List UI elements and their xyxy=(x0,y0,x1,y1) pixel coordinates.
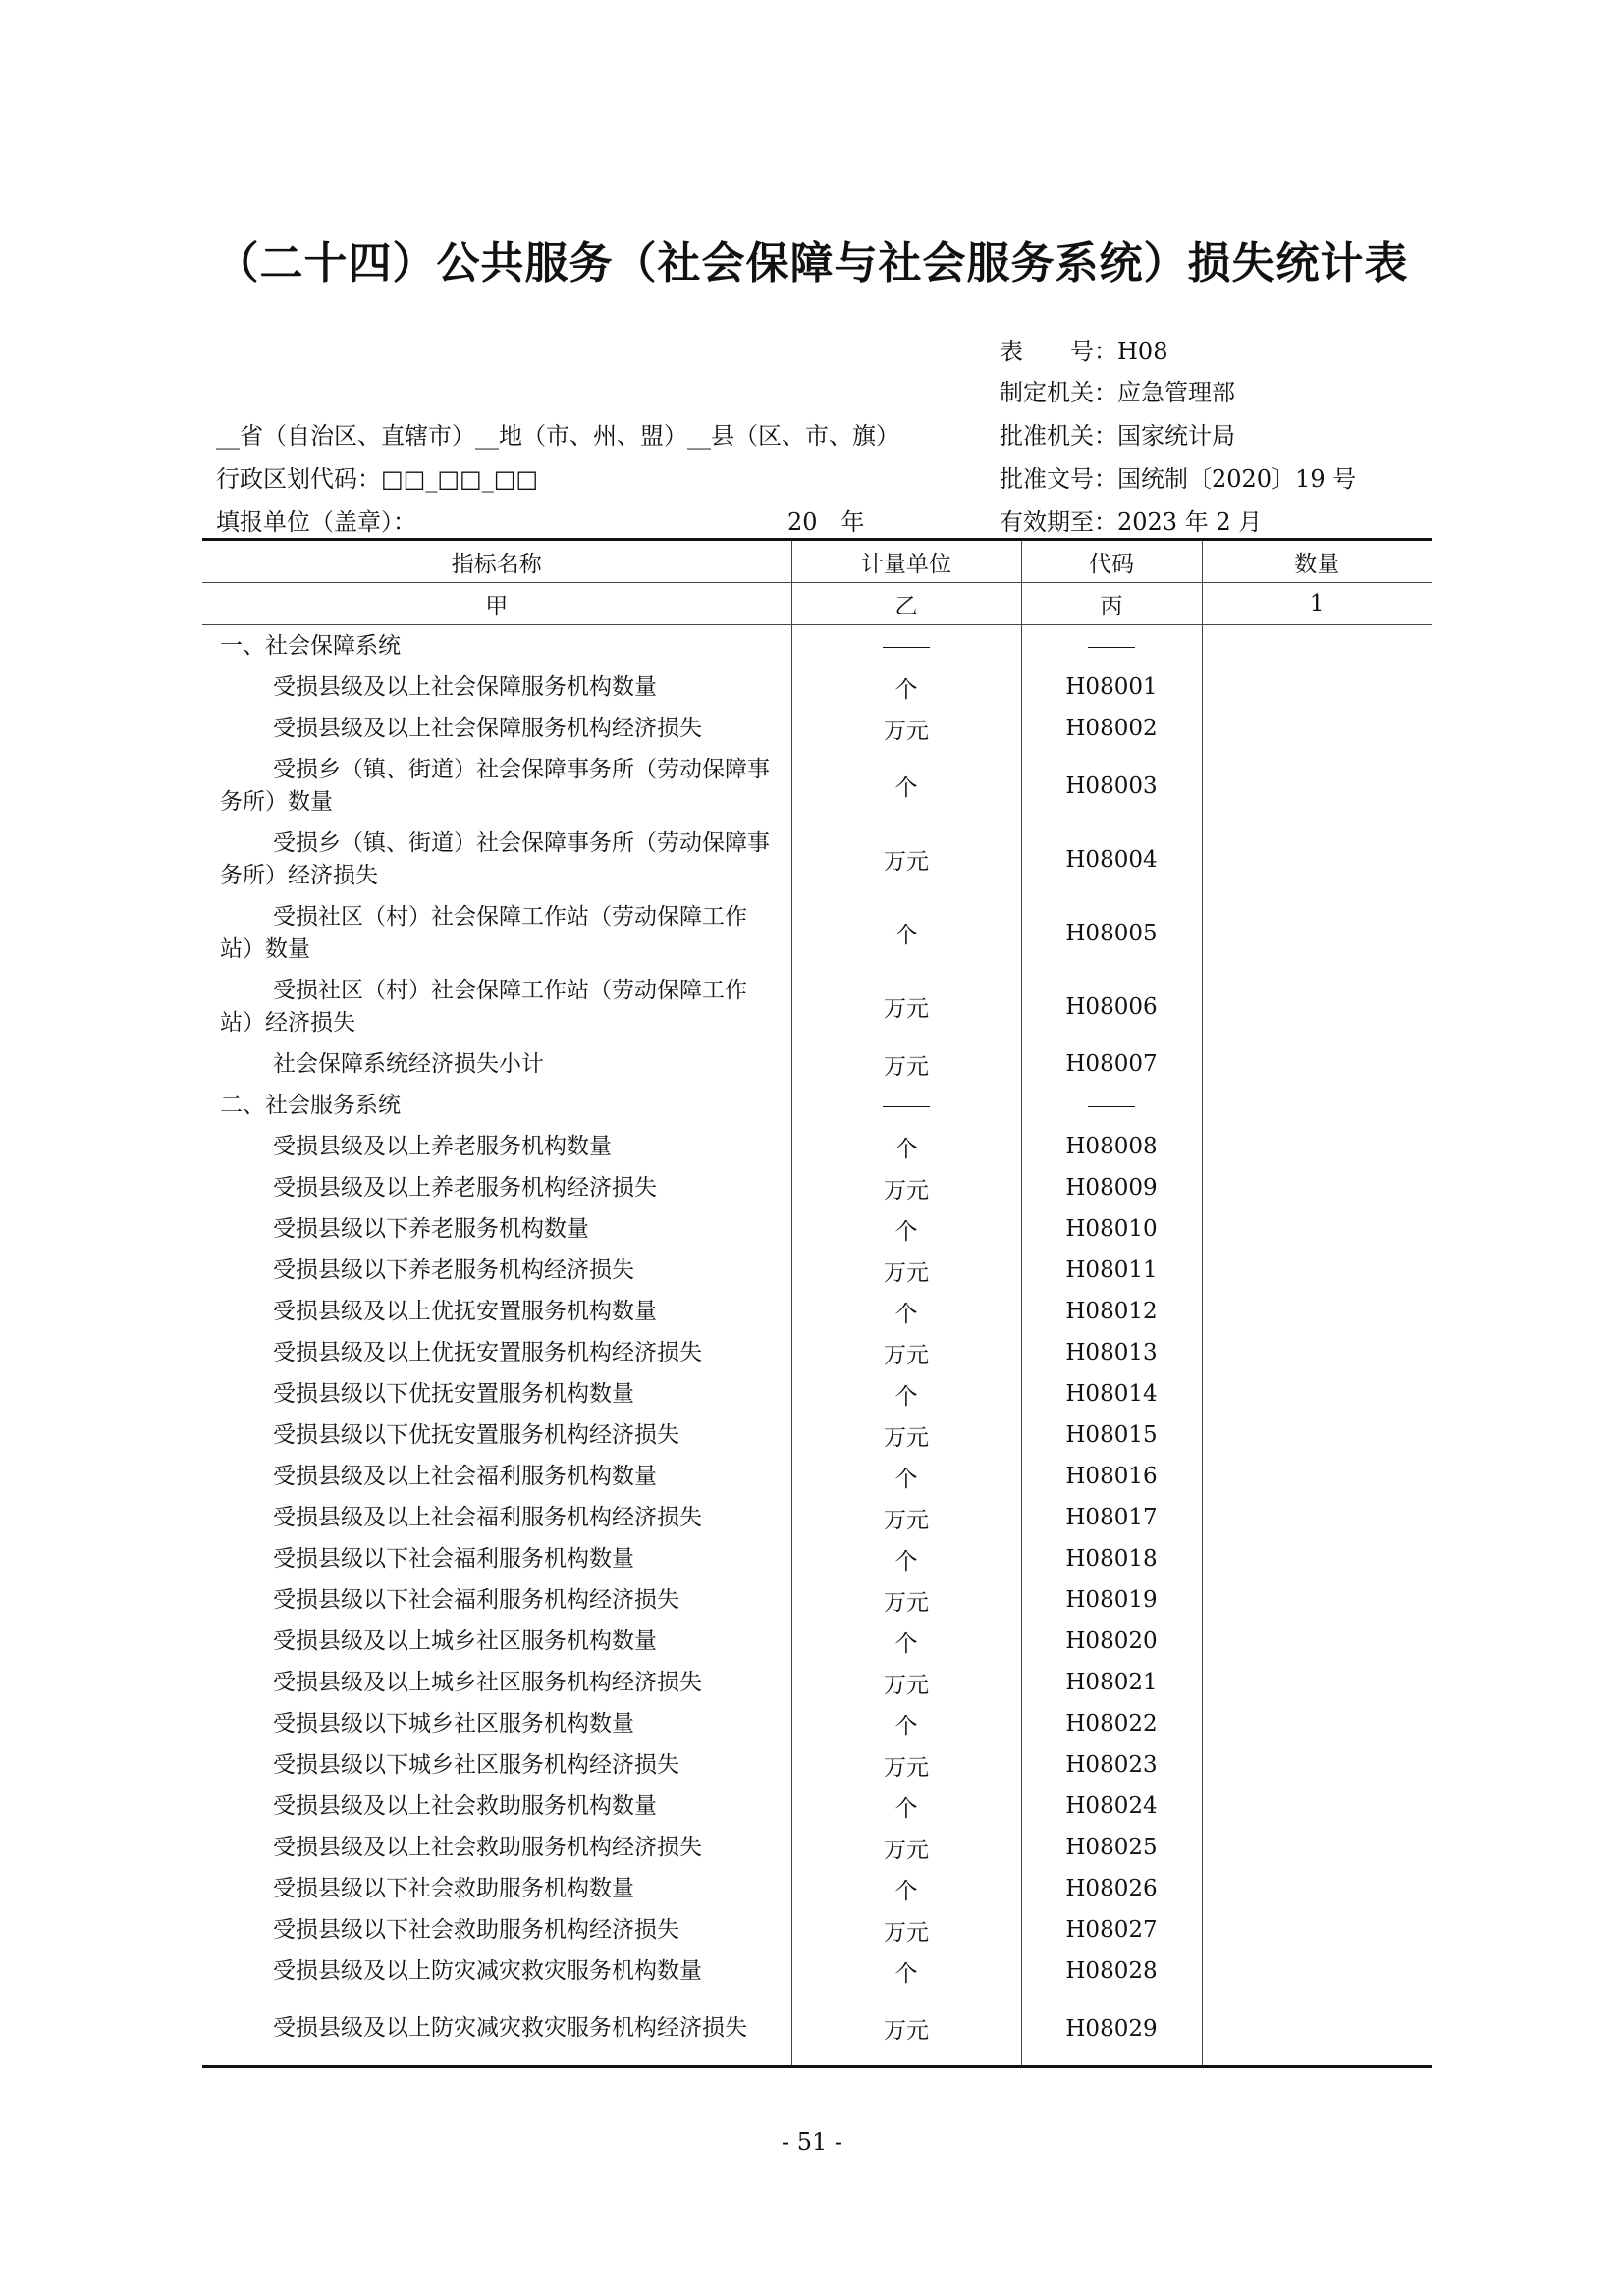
indicator-name: 受损县级以下城乡社区服务机构数量 xyxy=(202,1703,791,1744)
unit-cell: 个 xyxy=(791,1950,1021,1992)
table-number: H08 xyxy=(1117,338,1168,365)
code-cell: H08012 xyxy=(1021,1291,1202,1332)
code-cell: H08026 xyxy=(1021,1868,1202,1909)
quantity-cell[interactable] xyxy=(1202,1786,1432,1827)
unit-cell: 个 xyxy=(791,667,1021,708)
dash-line xyxy=(883,647,930,648)
table-row xyxy=(202,1538,1432,1579)
table-row xyxy=(202,1621,1432,1662)
indicator-name: 受损县级及以上社会福利服务机构经济损失 xyxy=(202,1497,791,1538)
indicator-name: 受损县级以下社会福利服务机构数量 xyxy=(202,1538,791,1579)
maker-key: 制定机关： xyxy=(1000,379,1117,406)
indicator-name: 受损县级以下城乡社区服务机构经济损失 xyxy=(202,1744,791,1786)
valid-until-key: 有效期至： xyxy=(1000,508,1117,536)
code-cell: H08025 xyxy=(1021,1827,1202,1868)
code-cell: H08018 xyxy=(1021,1538,1202,1579)
quantity-cell[interactable] xyxy=(1202,1621,1432,1662)
table-row xyxy=(202,1332,1432,1373)
quantity-cell[interactable] xyxy=(1202,1538,1432,1579)
table-row xyxy=(202,1827,1432,1868)
code-cell: H08029 xyxy=(1021,1992,1202,2067)
code-cell xyxy=(1021,1085,1202,1126)
approval-doc-line xyxy=(1000,459,1356,494)
quantity-cell[interactable] xyxy=(1202,1497,1432,1538)
code-cell: H08011 xyxy=(1021,1250,1202,1291)
code-cell: H08017 xyxy=(1021,1497,1202,1538)
table-number-key: 表 号： xyxy=(1000,338,1117,365)
subheader-yi: 乙 xyxy=(791,583,1021,625)
indicator-name: 受损县级以下优抚安置服务机构经济损失 xyxy=(202,1415,791,1456)
table-row xyxy=(202,1579,1432,1621)
code-cell: H08015 xyxy=(1021,1415,1202,1456)
valid-until-line xyxy=(1000,503,1262,537)
table-row xyxy=(202,1167,1432,1208)
unit-cell: 个 xyxy=(791,1538,1021,1579)
indicator-name: 受损社区（村）社会保障工作站（劳动保障工作站）数量 xyxy=(202,896,791,970)
page-number: - 51 - xyxy=(781,2128,842,2156)
table-row xyxy=(202,1662,1432,1703)
unit-cell: 万元 xyxy=(791,708,1021,749)
subheader-jia: 甲 xyxy=(202,583,791,625)
unit-cell: 万元 xyxy=(791,1909,1021,1950)
code-cell: H08023 xyxy=(1021,1744,1202,1786)
unit-cell: 万元 xyxy=(791,970,1021,1043)
subheader-1: 1 xyxy=(1202,583,1432,625)
unit-cell: 万元 xyxy=(791,1167,1021,1208)
unit-cell: 个 xyxy=(791,1456,1021,1497)
code-cell: H08010 xyxy=(1021,1208,1202,1250)
quantity-cell[interactable] xyxy=(1202,708,1432,749)
table-row xyxy=(202,1456,1432,1497)
maker: 应急管理部 xyxy=(1117,379,1235,406)
dash-line xyxy=(1088,1106,1135,1107)
indicator-name: 受损县级及以上城乡社区服务机构数量 xyxy=(202,1621,791,1662)
division-code: 行政区划代码：□□_□□_□□ xyxy=(216,465,539,493)
indicator-name: 受损县级以下养老服务机构经济损失 xyxy=(202,1250,791,1291)
table-row xyxy=(202,1291,1432,1332)
quantity-cell[interactable] xyxy=(1202,1909,1432,1950)
quantity-cell[interactable] xyxy=(1202,1167,1432,1208)
unit-cell: 个 xyxy=(791,1868,1021,1909)
statistics-table xyxy=(202,538,1432,2068)
unit-cell: 个 xyxy=(791,749,1021,823)
code-cell xyxy=(1021,625,1202,667)
indicator-name: 受损乡（镇、街道）社会保障事务所（劳动保障事务所）经济损失 xyxy=(202,823,791,896)
table-row xyxy=(202,1909,1432,1950)
quantity-cell[interactable] xyxy=(1202,1456,1432,1497)
unit-cell: 万元 xyxy=(791,1662,1021,1703)
quantity-cell[interactable] xyxy=(1202,749,1432,823)
table-row xyxy=(202,1208,1432,1250)
code-cell: H08006 xyxy=(1021,970,1202,1043)
header-code: 代码 xyxy=(1021,540,1202,583)
code-cell: H08005 xyxy=(1021,896,1202,970)
quantity-cell[interactable] xyxy=(1202,667,1432,708)
indicator-name: 受损县级以下社会救助服务机构经济损失 xyxy=(202,1909,791,1950)
code-cell: H08021 xyxy=(1021,1662,1202,1703)
unit-cell: 个 xyxy=(791,896,1021,970)
indicator-name: 受损县级及以上社会救助服务机构经济损失 xyxy=(202,1827,791,1868)
indicator-name: 受损县级及以上防灾减灾救灾服务机构数量 xyxy=(202,1950,791,1992)
quantity-cell[interactable] xyxy=(1202,1579,1432,1621)
table-row xyxy=(202,1373,1432,1415)
table-row xyxy=(202,667,1432,708)
table-row xyxy=(202,1744,1432,1786)
code-cell: H08013 xyxy=(1021,1332,1202,1373)
quantity-cell[interactable] xyxy=(1202,823,1432,896)
unit-cell: 万元 xyxy=(791,1827,1021,1868)
unit-cell: 万元 xyxy=(791,1744,1021,1786)
unit-cell: 万元 xyxy=(791,1497,1021,1538)
code-cell: H08004 xyxy=(1021,823,1202,896)
table-subheader-row xyxy=(202,583,1432,625)
unit-cell: 个 xyxy=(791,1786,1021,1827)
unit-cell: 个 xyxy=(791,1703,1021,1744)
table-row xyxy=(202,970,1432,1043)
quantity-cell[interactable] xyxy=(1202,1085,1432,1126)
unit-cell: 万元 xyxy=(791,1415,1021,1456)
quantity-cell[interactable] xyxy=(1202,1703,1432,1744)
indicator-name: 受损县级及以上社会保障服务机构数量 xyxy=(202,667,791,708)
indicator-name: 社会保障系统经济损失小计 xyxy=(202,1043,791,1085)
maker-line xyxy=(1000,373,1235,407)
quantity-cell[interactable] xyxy=(1202,1208,1432,1250)
table-row xyxy=(202,1992,1432,2067)
quantity-cell[interactable] xyxy=(1202,1827,1432,1868)
indicator-name: 一、社会保障系统 xyxy=(202,625,791,667)
quantity-cell[interactable] xyxy=(1202,1332,1432,1373)
code-cell: H08027 xyxy=(1021,1909,1202,1950)
unit-cell: 万元 xyxy=(791,1579,1021,1621)
quantity-cell[interactable] xyxy=(1202,1992,1432,2067)
approver-line xyxy=(1000,416,1235,451)
unit-cell: 个 xyxy=(791,1208,1021,1250)
indicator-name: 二、社会服务系统 xyxy=(202,1085,791,1126)
unit-cell: 万元 xyxy=(791,1992,1021,2067)
table-row xyxy=(202,1950,1432,1992)
filling-unit: 填报单位（盖章）： xyxy=(216,508,416,536)
table-row xyxy=(202,1868,1432,1909)
code-cell: H08014 xyxy=(1021,1373,1202,1415)
indicator-name: 受损县级以下社会福利服务机构经济损失 xyxy=(202,1579,791,1621)
quantity-cell[interactable] xyxy=(1202,970,1432,1043)
indicator-name: 受损县级及以上社会福利服务机构数量 xyxy=(202,1456,791,1497)
code-cell: H08007 xyxy=(1021,1043,1202,1085)
code-cell: H08008 xyxy=(1021,1126,1202,1167)
indicator-name: 受损社区（村）社会保障工作站（劳动保障工作站）经济损失 xyxy=(202,970,791,1043)
quantity-cell[interactable] xyxy=(1202,1043,1432,1085)
code-cell: H08022 xyxy=(1021,1703,1202,1744)
code-cell: H08019 xyxy=(1021,1579,1202,1621)
table-row xyxy=(202,1786,1432,1827)
approver-key: 批准机关： xyxy=(1000,422,1117,450)
header-indicator-name: 指标名称 xyxy=(202,540,791,583)
quantity-cell[interactable] xyxy=(1202,1250,1432,1291)
indicator-name: 受损县级及以上社会救助服务机构数量 xyxy=(202,1786,791,1827)
indicator-name: 受损县级以下社会救助服务机构数量 xyxy=(202,1868,791,1909)
code-cell: H08028 xyxy=(1021,1950,1202,1992)
table-row xyxy=(202,749,1432,823)
table-row xyxy=(202,708,1432,749)
table-number-line xyxy=(1000,332,1167,366)
section-row xyxy=(202,625,1432,667)
indicator-name: 受损县级以下优抚安置服务机构数量 xyxy=(202,1373,791,1415)
unit-cell: 万元 xyxy=(791,823,1021,896)
region-line: __省（自治区、直辖市）__地（市、州、盟）__县（区、市、旗） xyxy=(216,422,899,450)
table-row xyxy=(202,1250,1432,1291)
table-row xyxy=(202,1497,1432,1538)
quantity-cell[interactable] xyxy=(1202,1415,1432,1456)
valid-until: 2023 年 2 月 xyxy=(1117,508,1263,536)
dash-line xyxy=(1088,647,1135,648)
dash-line xyxy=(883,1106,930,1107)
table-row xyxy=(202,1703,1432,1744)
header-quantity: 数量 xyxy=(1202,540,1432,583)
approval-doc-key: 批准文号： xyxy=(1000,465,1117,493)
unit-cell xyxy=(791,625,1021,667)
indicator-name: 受损乡（镇、街道）社会保障事务所（劳动保障事务所）数量 xyxy=(202,749,791,823)
indicator-name: 受损县级及以上社会保障服务机构经济损失 xyxy=(202,708,791,749)
code-cell: H08003 xyxy=(1021,749,1202,823)
table-header-row xyxy=(202,540,1432,583)
indicator-name: 受损县级及以上优抚安置服务机构数量 xyxy=(202,1291,791,1332)
quantity-cell[interactable] xyxy=(1202,1126,1432,1167)
code-cell: H08024 xyxy=(1021,1786,1202,1827)
quantity-cell[interactable] xyxy=(1202,1744,1432,1786)
quantity-cell[interactable] xyxy=(1202,1373,1432,1415)
table-row xyxy=(202,1126,1432,1167)
table-row xyxy=(202,1043,1432,1085)
unit-cell: 万元 xyxy=(791,1250,1021,1291)
quantity-cell[interactable] xyxy=(1202,1868,1432,1909)
unit-cell: 个 xyxy=(791,1373,1021,1415)
page-title: （二十四）公共服务（社会保障与社会服务系统）损失统计表 xyxy=(215,239,1409,289)
approval-doc: 国统制〔2020〕19 号 xyxy=(1117,465,1357,493)
code-cell: H08002 xyxy=(1021,708,1202,749)
indicator-name: 受损县级及以上养老服务机构数量 xyxy=(202,1126,791,1167)
indicator-name: 受损县级及以上城乡社区服务机构经济损失 xyxy=(202,1662,791,1703)
indicator-name: 受损县级及以上优抚安置服务机构经济损失 xyxy=(202,1332,791,1373)
quantity-cell[interactable] xyxy=(1202,1662,1432,1703)
approver: 国家统计局 xyxy=(1117,422,1235,450)
unit-cell: 万元 xyxy=(791,1332,1021,1373)
indicator-name: 受损县级及以上养老服务机构经济损失 xyxy=(202,1167,791,1208)
section-row xyxy=(202,1085,1432,1126)
report-year: 20 年 xyxy=(787,508,865,536)
quantity-cell[interactable] xyxy=(1202,896,1432,970)
indicator-name: 受损县级及以上防灾减灾救灾服务机构经济损失 xyxy=(202,1992,791,2067)
quantity-cell[interactable] xyxy=(1202,1291,1432,1332)
header-unit: 计量单位 xyxy=(791,540,1021,583)
table-row xyxy=(202,896,1432,970)
unit-cell xyxy=(791,1085,1021,1126)
indicator-name: 受损县级以下养老服务机构数量 xyxy=(202,1208,791,1250)
subheader-bing: 丙 xyxy=(1021,583,1202,625)
quantity-cell[interactable] xyxy=(1202,625,1432,667)
unit-cell: 个 xyxy=(791,1621,1021,1662)
code-cell: H08020 xyxy=(1021,1621,1202,1662)
table-row xyxy=(202,823,1432,896)
unit-cell: 个 xyxy=(791,1126,1021,1167)
code-cell: H08001 xyxy=(1021,667,1202,708)
code-cell: H08009 xyxy=(1021,1167,1202,1208)
unit-cell: 个 xyxy=(791,1291,1021,1332)
unit-cell: 万元 xyxy=(791,1043,1021,1085)
table-row xyxy=(202,1415,1432,1456)
quantity-cell[interactable] xyxy=(1202,1950,1432,1992)
code-cell: H08016 xyxy=(1021,1456,1202,1497)
